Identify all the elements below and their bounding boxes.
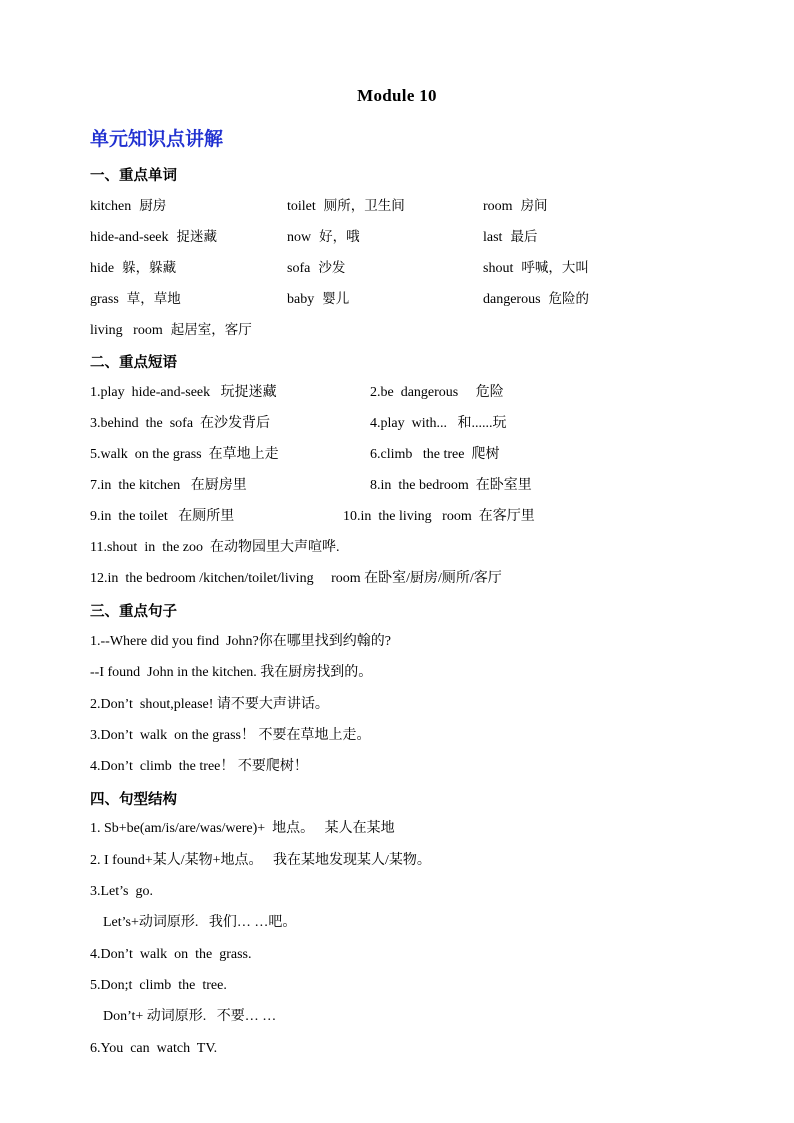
vocab-item: shout 呼喊，大叫	[483, 260, 589, 276]
pattern-item: 3.Let’s go.	[90, 884, 153, 899]
page-subtitle: 单元知识点讲解	[90, 128, 224, 150]
sentence-item: 3.Don’t walk on the grass！ 不要在草地上走。	[90, 728, 371, 743]
vocab-item: baby 婴儿	[287, 291, 350, 307]
pattern-item: 4.Don’t walk on the grass.	[90, 947, 252, 962]
phrase-item: 3.behind the sofa 在沙发背后	[90, 416, 271, 431]
phrase-item: 7.in the kitchen 在厨房里	[90, 478, 247, 493]
section-heading-patterns: 四、句型结构	[90, 792, 177, 808]
phrase-item: 5.walk on the grass 在草地上走	[90, 447, 279, 462]
pattern-item: Don’t+ 动词原形. 不要… …	[103, 1009, 277, 1024]
pattern-item: 2. I found+某人/某物+地点。 我在某地发现某人/某物。	[90, 853, 431, 868]
sentence-item: 2.Don’t shout,please! 请不要大声讲话。	[90, 697, 329, 712]
phrase-item: 12.in the bedroom /kitchen/toilet/living room 在卧室/厨房/厕所/客厅	[90, 571, 502, 586]
phrase-item: 2.be dangerous 危险	[370, 385, 504, 400]
pattern-item: 5.Don;t climb the tree.	[90, 978, 227, 993]
vocab-item: kitchen 厨房	[90, 198, 167, 214]
phrase-item: 11.shout in the zoo 在动物园里大声喧哗.	[90, 540, 340, 555]
vocab-item: grass 草，草地	[90, 291, 181, 307]
vocab-item: sofa 沙发	[287, 260, 346, 276]
vocab-item: toilet 厕所，卫生间	[287, 198, 405, 214]
sentence-item: --I found John in the kitchen. 我在厨房找到的。	[90, 665, 373, 680]
phrase-item: 6.climb the tree 爬树	[370, 447, 500, 462]
section-heading-sentences: 三、重点句子	[90, 604, 177, 620]
pattern-item: 6.You can watch TV.	[90, 1041, 218, 1056]
phrase-item: 1.play hide-and-seek 玩捉迷藏	[90, 385, 277, 400]
vocab-item: dangerous 危险的	[483, 291, 590, 307]
section-heading-phrases: 二、重点短语	[90, 355, 177, 371]
section-heading-words: 一、重点单词	[90, 168, 177, 184]
vocab-item: hide-and-seek 捉迷藏	[90, 229, 218, 245]
phrase-item: 9.in the toilet 在厕所里	[90, 509, 235, 524]
pattern-item: 1. Sb+be(am/is/are/was/were)+ 地点。 某人在某地	[90, 821, 395, 836]
vocab-item: living room 起居室，客厅	[90, 322, 252, 338]
phrase-item: 8.in the bedroom 在卧室里	[370, 478, 532, 493]
vocab-item: room 房间	[483, 198, 548, 214]
pattern-item: Let’s+动词原形. 我们… …吧。	[103, 915, 297, 930]
vocab-item: hide 躲，躲藏	[90, 260, 177, 276]
phrase-item: 10.in the living room 在客厅里	[343, 509, 535, 524]
sentence-item: 1.--Where did you find John?你在哪里找到约翰的?	[90, 634, 391, 649]
vocab-item: last 最后	[483, 229, 538, 245]
phrase-item: 4.play with... 和......玩	[370, 416, 507, 431]
page-title: Module 10	[357, 86, 437, 105]
vocab-item: now 好，哦	[287, 229, 360, 245]
sentence-item: 4.Don’t climb the tree！ 不要爬树！	[90, 759, 308, 774]
